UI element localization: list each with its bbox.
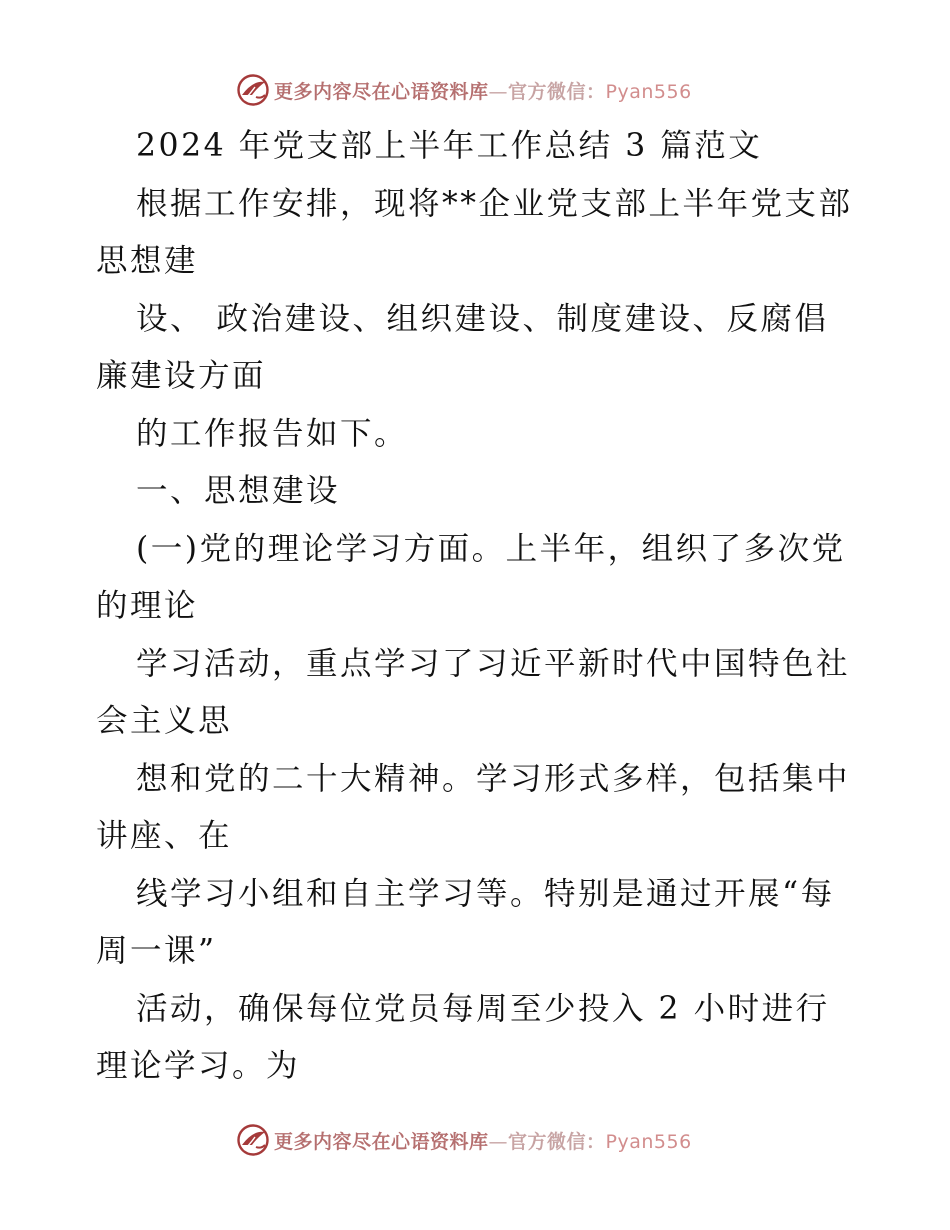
text-line: 周一课” <box>96 933 217 969</box>
text-line: 思想建 <box>96 243 199 279</box>
text-line: 的理论 <box>96 588 199 624</box>
header-wechat-label: 官方微信： <box>508 80 606 103</box>
text-line: 的工作报告如下。 <box>136 415 409 452</box>
text-line: 线学习小组和自主学习等。特别是通过开展“每 <box>136 875 835 912</box>
text-line: 活动，确保每位党员每周至少投入 2 小时进行 <box>136 990 830 1027</box>
document-body <box>96 118 856 1096</box>
section-heading: 一、思想建设 <box>136 473 341 509</box>
text-line: 想和党的二十大精神。学习形式多样，包括集中 <box>136 760 851 797</box>
text-line: 学习活动，重点学习了习近平新时代中国特色社 <box>136 645 851 682</box>
header-dash: — <box>488 80 509 103</box>
footer-wechat-label: 官方微信： <box>508 1130 606 1153</box>
text-line: 设、 政治建设、组织建设、制度建设、反腐倡 <box>136 300 829 337</box>
footer-banner-text <box>274 1127 692 1154</box>
footer-dash: — <box>488 1130 509 1153</box>
text-line: 讲座、在 <box>96 818 233 854</box>
footer-wechat-id: Pyan556 <box>605 1130 692 1153</box>
quill-logo-icon <box>236 1123 270 1157</box>
text-line: 廉建设方面 <box>96 358 267 394</box>
text-line: 根据工作安排，现将**企业党支部上半年党支部 <box>136 185 853 222</box>
header-site-name: 更多内容尽在心语资料库 <box>274 80 489 103</box>
header-banner-text <box>274 77 692 104</box>
footer-banner <box>236 1122 756 1158</box>
text-line: 会主义思 <box>96 703 233 739</box>
header-banner <box>236 72 756 108</box>
header-wechat-id: Pyan556 <box>605 80 692 103</box>
quill-logo-icon <box>236 73 270 107</box>
document-title: 2024 年党支部上半年工作总结 3 篇范文 <box>136 128 763 164</box>
text-line: (一)党的理论学习方面。上半年，组织了多次党 <box>136 530 846 567</box>
footer-site-name: 更多内容尽在心语资料库 <box>274 1130 489 1153</box>
text-line: 理论学习。为 <box>96 1048 301 1084</box>
